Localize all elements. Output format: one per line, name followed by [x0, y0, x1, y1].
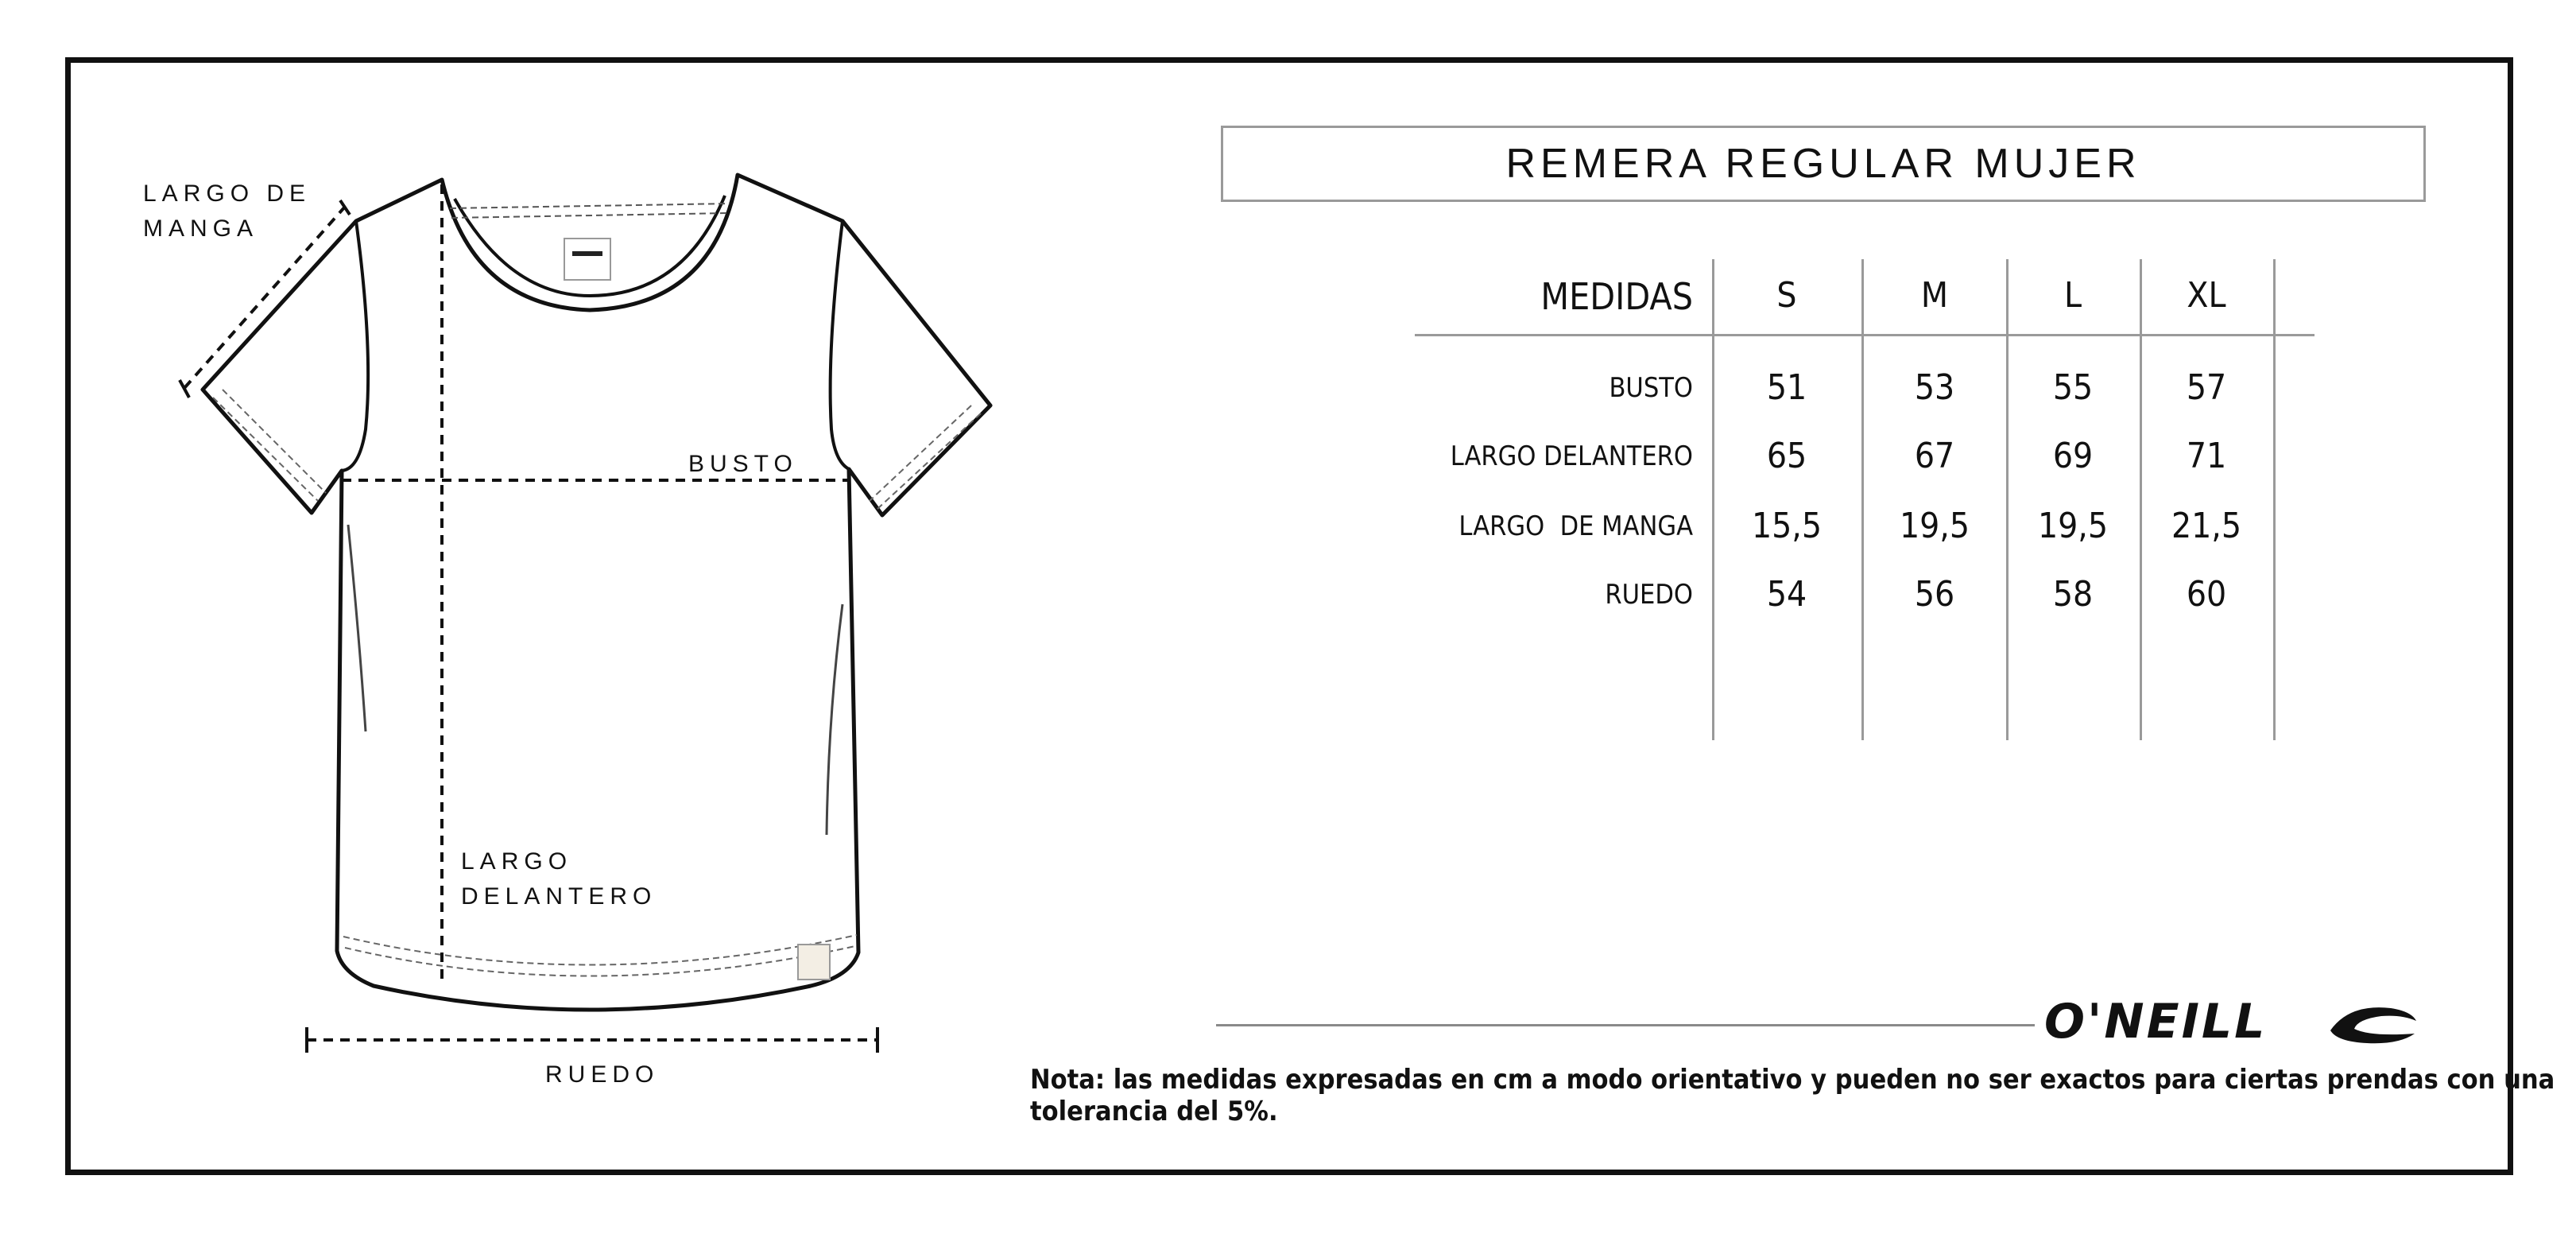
title-box	[1221, 126, 2426, 202]
table-column-divider	[2140, 259, 2142, 740]
table-cell: 51	[1766, 367, 1807, 408]
table-cell: 71	[2186, 436, 2227, 476]
table-cell: 57	[2186, 367, 2227, 408]
table-cell: 54	[1766, 574, 1807, 615]
label-largo-delantero: LARGO DELANTERO	[461, 848, 657, 910]
page-title: REMERA REGULAR MUJER	[1505, 141, 2141, 187]
size-header: S	[1776, 275, 1797, 316]
disclaimer-note: Nota: las medidas expresadas en cm a modo orientativo y pueden no ser exactos para ciertas prendas con una tolerancia del 5%.	[1030, 1064, 2555, 1127]
hem-tag	[798, 945, 830, 980]
table-column-divider	[1861, 259, 1864, 740]
neck-tag	[564, 239, 610, 280]
table-cell: 15,5	[1751, 506, 1823, 546]
table-column-divider	[1712, 259, 1714, 740]
table-header-medidas: MEDIDAS	[1540, 275, 1693, 318]
row-label: BUSTO	[1609, 372, 1693, 404]
row-label: LARGO DELANTERO	[1450, 440, 1693, 472]
table-cell: 58	[2052, 574, 2094, 615]
table-cell: 60	[2186, 574, 2227, 615]
label-ruedo: RUEDO	[545, 1061, 660, 1088]
brand-wordmark: O'NEILL	[2044, 994, 2268, 1049]
table-header-divider	[1415, 334, 2315, 336]
table-cell: 69	[2052, 436, 2094, 476]
table-cell: 19,5	[1899, 506, 1970, 546]
table-cell: 67	[1914, 436, 1955, 476]
table-cell: 21,5	[2171, 506, 2242, 546]
label-largo-manga: LARGO DE MANGA	[143, 180, 312, 242]
label-busto: BUSTO	[688, 451, 798, 477]
size-header: M	[1920, 275, 1949, 316]
size-header: L	[2063, 275, 2082, 316]
brand-divider	[1216, 1024, 2035, 1026]
row-label: RUEDO	[1605, 579, 1693, 611]
table-column-divider	[2273, 259, 2276, 740]
table-column-divider	[2006, 259, 2009, 740]
size-header: XL	[2187, 275, 2226, 316]
oneill-wave-logo-icon	[2326, 1002, 2421, 1046]
table-cell: 19,5	[2037, 506, 2109, 546]
brand-bar	[1216, 994, 2432, 1057]
size-table	[1415, 259, 2315, 740]
table-cell: 65	[1766, 436, 1807, 476]
row-label: LARGO DE MANGA	[1458, 510, 1693, 542]
table-cell: 56	[1914, 574, 1955, 615]
table-cell: 53	[1914, 367, 1955, 408]
table-cell: 55	[2052, 367, 2094, 408]
